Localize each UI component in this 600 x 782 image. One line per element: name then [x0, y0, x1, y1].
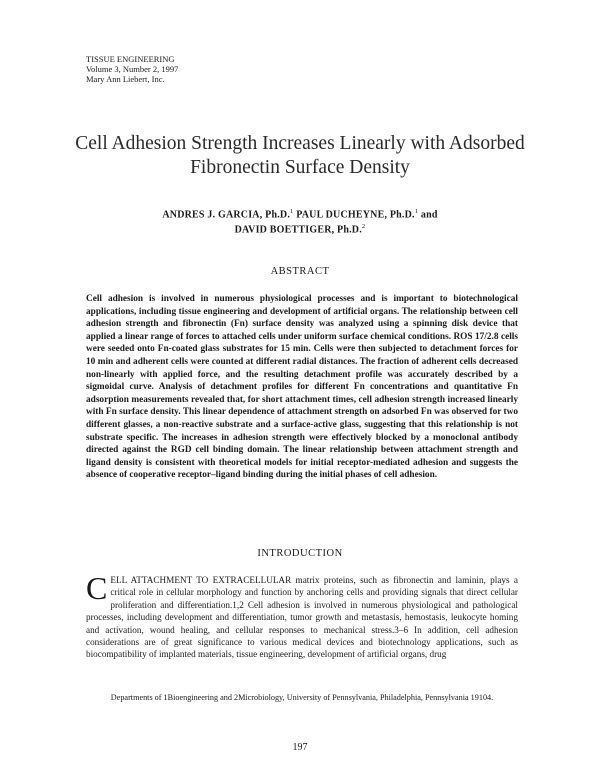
- journal-info: [86, 54, 178, 84]
- affiliation-footnote: Departments of 1Bioengineering and 2Microbiology, University of Pennsylvania, Philadelphia, Pennsylvania 19104.: [110, 693, 494, 702]
- author-line-1: [40, 206, 560, 221]
- author-boettiger: DAVID BOETTIGER, Ph.D.: [234, 224, 362, 236]
- author-garcia: ANDRES J. GARCIA, Ph.D.: [162, 209, 291, 221]
- abstract-heading: ABSTRACT: [270, 266, 330, 277]
- author-garcia-affiliation: 1: [290, 208, 294, 215]
- page-number: 197: [292, 742, 308, 753]
- title-line-1: Cell Adhesion Strength Increases Linearly with Adsorbed: [75, 133, 525, 154]
- article-title: [40, 132, 560, 180]
- author-ducheyne: PAUL DUCHEYNE, Ph.D.: [296, 209, 415, 221]
- author-list: [40, 206, 560, 237]
- title-line-2: Fibronectin Surface Density: [190, 157, 410, 178]
- journal-name: TISSUE ENGINEERING: [86, 54, 175, 64]
- introduction-text: [86, 570, 518, 661]
- journal-publisher: Mary Ann Liebert, Inc.: [86, 74, 165, 84]
- author-ducheyne-affiliation: 1: [414, 208, 419, 215]
- introduction-body: matrix proteins, such as fibronectin and laminin, plays a critical role in cellular morphology and function by anchoring cells and providing signals that direct cellular proliferation and differentiation.1,2 Cell adhesion is involved in numerous physiological and pathological processes, including development and differentiation, tumor growth and metastasis, hemostasis, leukocyte homing and activation, wound healing, and cellular responses to mechanical stress.3–6 In addition, cell adhesion considerations are of great significance to various medical devices and biotechnology applications, such as biocompatibility of implanted materials, tissue engineering, development of artificial organs, drug: [86, 575, 518, 660]
- author-and: and: [420, 209, 438, 221]
- drop-cap: C: [86, 570, 108, 606]
- introduction-lead: ELL ATTACHMENT TO EXTRACELLULAR: [110, 575, 292, 585]
- author-boettiger-affiliation: 2: [361, 223, 366, 231]
- author-line-2: [40, 221, 560, 236]
- journal-volume: Volume 3, Number 2, 1997: [86, 64, 179, 74]
- abstract-text: Cell adhesion is involved in numerous physiological processes and is important to biotechnological applications, including tissue engineering and development of artificial organs. The relationship between cell adhesion strength and fibronectin (Fn) surface density was analyzed using a spinning disk device that applied a linear range of forces to attached cells under uniform surface chemical conditions. ROS 17/2.8 cells were seeded onto Fn-coated glass substrates for 15 min. Cells were then subjected to detachment forces for 10 min and adherent cells were counted at different radial distances. The fraction of adherent cells decreased non-linearly with applied force, and the resulting detachment profile was accurately described by a sigmoidal curve. Analysis of detachment profiles for different Fn concentrations and quantitative Fn adsorption measurements revealed that, for short attachment times, cell adhesion strength increased linearly with Fn surface density. This linear dependence of attachment strength on adsorbed Fn was observed for two different glasses, a non-reactive substrate and a surface-active glass, suggesting that this relationship is not substrate specific. The increases in adhesion strength were effectively blocked by a monoclonal antibody directed against the RGD cell binding domain. The linear relationship between attachment strength and ligand density is consistent with theoretical models for initial receptor-mediated adhesion and suggests the absence of cooperative receptor–ligand binding during the initial phases of cell adhesion.: [86, 294, 518, 481]
- introduction-heading: INTRODUCTION: [257, 548, 343, 559]
